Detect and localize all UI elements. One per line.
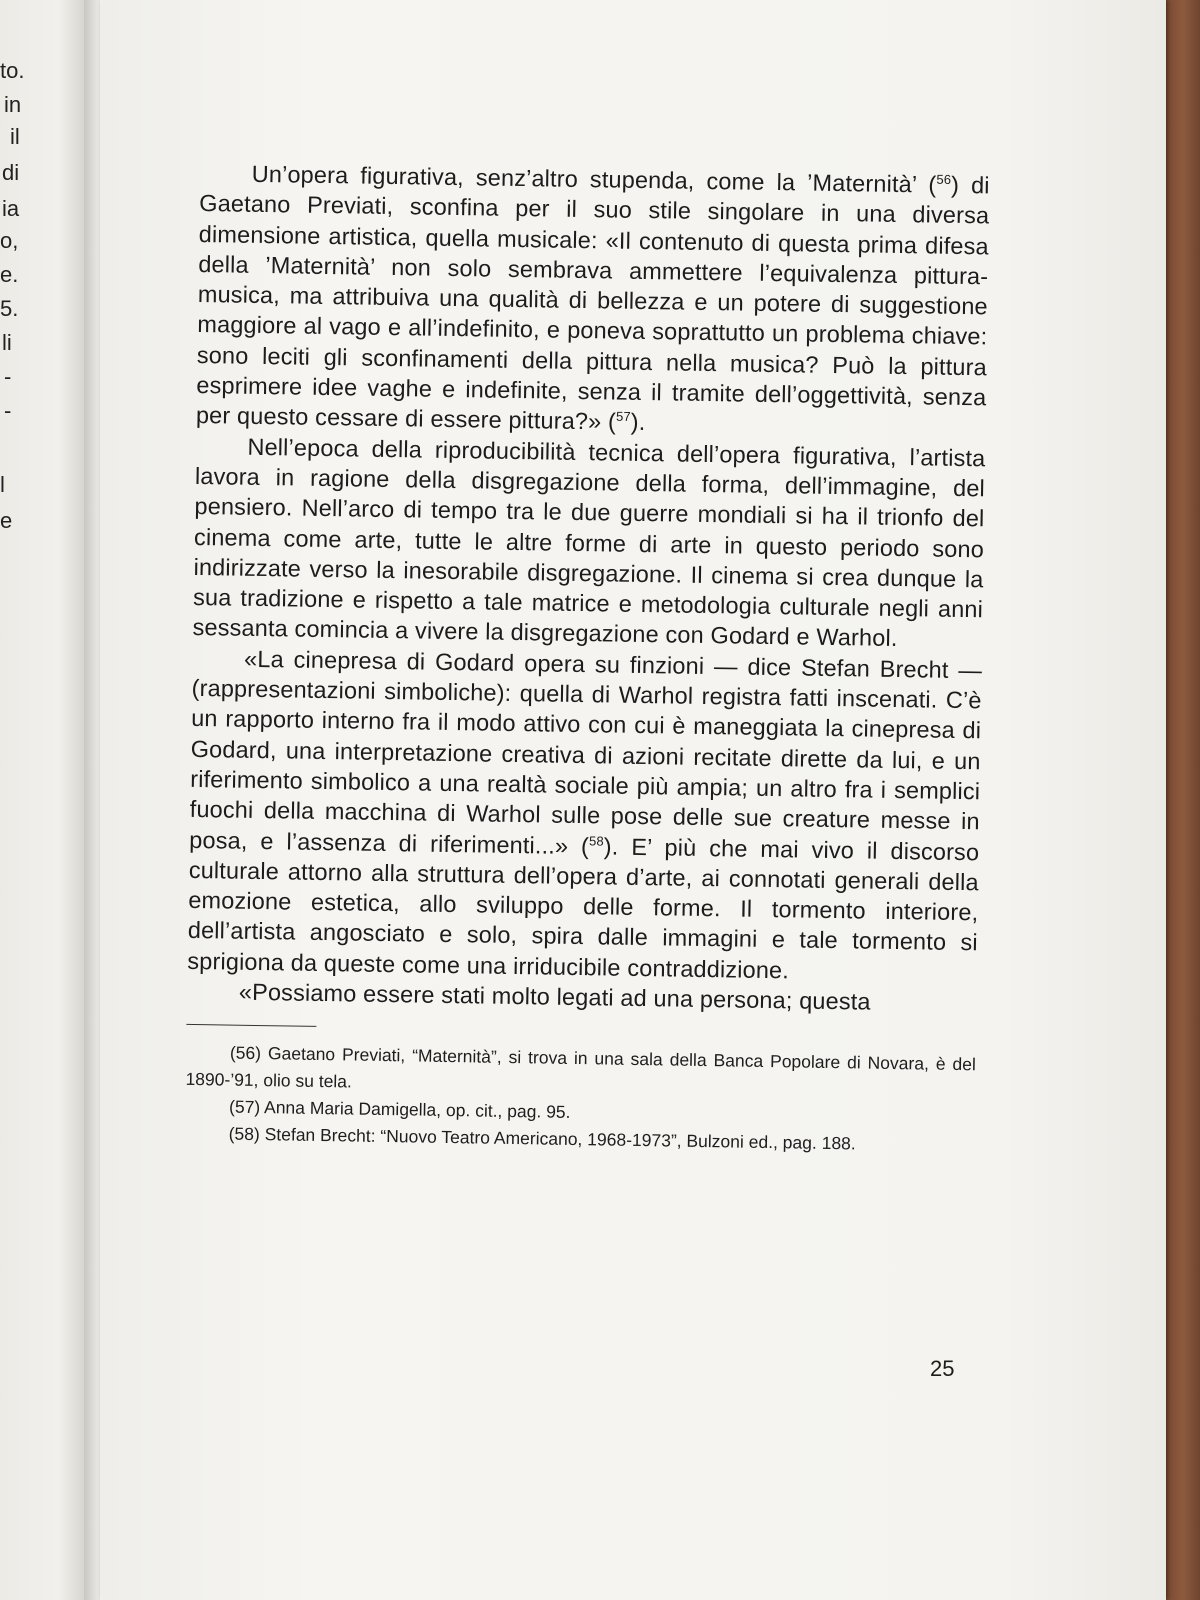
left-page-edge — [0, 0, 84, 1600]
paragraph — [187, 643, 982, 989]
body-text — [184, 158, 989, 1160]
left-page-fragment: to. — [0, 58, 25, 83]
paragraph-text: Nell’epoca della riproducibilità tecnica dell’opera figurativa, l’artista lavora in ragione della disgregazione della forma, dell’immagine, del pensiero. Nell’arco di tempo tra le due guerre mondiali si ha il trionfo del cinema come arte, tutte le altre forme di arte in questo periodo sono indirizzate verso la inesorabile disgregazione. Il cinema si crea dunque la sua tradizione e rispetto a tale matrice e metodologia culturale negli anni sessanta comincia a vivere la disgregazione con Godard e Warhol. — [192, 433, 986, 652]
footnote-57: (57) Anna Maria Damigella, op. cit., pag. 95. — [228, 1096, 571, 1123]
page-number: 25 — [930, 1356, 955, 1381]
footnote-reference: 56 — [936, 171, 952, 187]
paragraph — [192, 431, 985, 655]
footnote-separator — [186, 1024, 316, 1027]
left-page-fragment: l — [0, 472, 5, 497]
left-page-fragment: - — [4, 398, 12, 423]
left-page-fragment: li — [2, 330, 12, 355]
left-page-fragment: di — [2, 160, 20, 185]
left-page-fragment: e. — [0, 262, 19, 287]
paragraph-text: ). — [630, 409, 646, 436]
book-cover-edge — [1166, 0, 1200, 1600]
footnote-58: (58) Stefan Brecht: “Nuovo Teatro Americano, 1968-1973”, Bulzoni ed., pag. 188. — [228, 1123, 856, 1154]
paragraph-text: ). E’ più che mai vivo il discorso culturale attorno alla struttura dell’opera d’arte, ai connotati generali della emozione estetica, allo sviluppo delle forme. Il tormento interiore, dell’artista angosciato e solo, spira dalle immagini e tale tormento si sprigiona da queste come una irriducibile contraddizione. — [187, 832, 980, 984]
left-page-fragment: 5. — [0, 296, 19, 321]
footnote-56: (56) Gaetano Previati, “Maternità”, si trova in una sala della Banca Popolare di Novara, è del 1890-’91, olio su tela. — [185, 1042, 977, 1092]
paragraph — [196, 158, 990, 443]
left-page-fragment: o, — [0, 228, 19, 253]
left-page-fragment: il — [10, 124, 20, 149]
left-page-fragment: in — [4, 92, 22, 117]
left-page-fragment: e — [0, 508, 13, 533]
book-page — [100, 0, 1166, 1600]
paragraph-text: «La cinepresa di Godard opera su finzioni — dice Stefan Brecht — (rappresentazioni simboliche): quella di Warhol registra fatti inscenati. C’è un rapporto interno fra il modo attivo con cui è maneggiata la cinepresa di Godard, una interpretazione creativa di azioni recitate dirette da lui, e un riferimento simbolico a una realtà sociale più ampia; un altro fra i semplici fuochi della macchina di Warhol sulle pose delle sue creature messe in posa, e l’assenza di riferimenti...» ( — [189, 645, 983, 859]
left-page-fragment: - — [4, 364, 12, 389]
paragraph-text: ) di Gaetano Previati, sconfina per il suo stile singolare in una diversa dimensione artistica, quella musicale: «Il contenuto di questa prima difesa della ’Maternità’ non solo sembrava ammettere l’equivalenza pittura-musica, ma attribuiva una qualità di bellezza e un potere di suggestione maggiore al vago e all’indefinito, e poneva soprattutto un problema chiave: sono leciti gli sconfinamenti della pittura nella musica? Può la pittura esprimere idee vaghe e indefinite, senza il tramite dell’oggettività, senza per questo cessare di essere pittura?» ( — [195, 171, 990, 435]
footnote-reference: 58 — [589, 832, 605, 849]
footnote-reference: 57 — [615, 409, 631, 425]
paragraph-text: «Possiamo essere stati molto legati ad una persona; questa — [238, 978, 871, 1015]
left-page-fragment: ia — [2, 196, 20, 221]
paragraph-text: Un’opera figurativa, senz’altro stupenda, come la ’Maternità’ ( — [251, 160, 937, 198]
